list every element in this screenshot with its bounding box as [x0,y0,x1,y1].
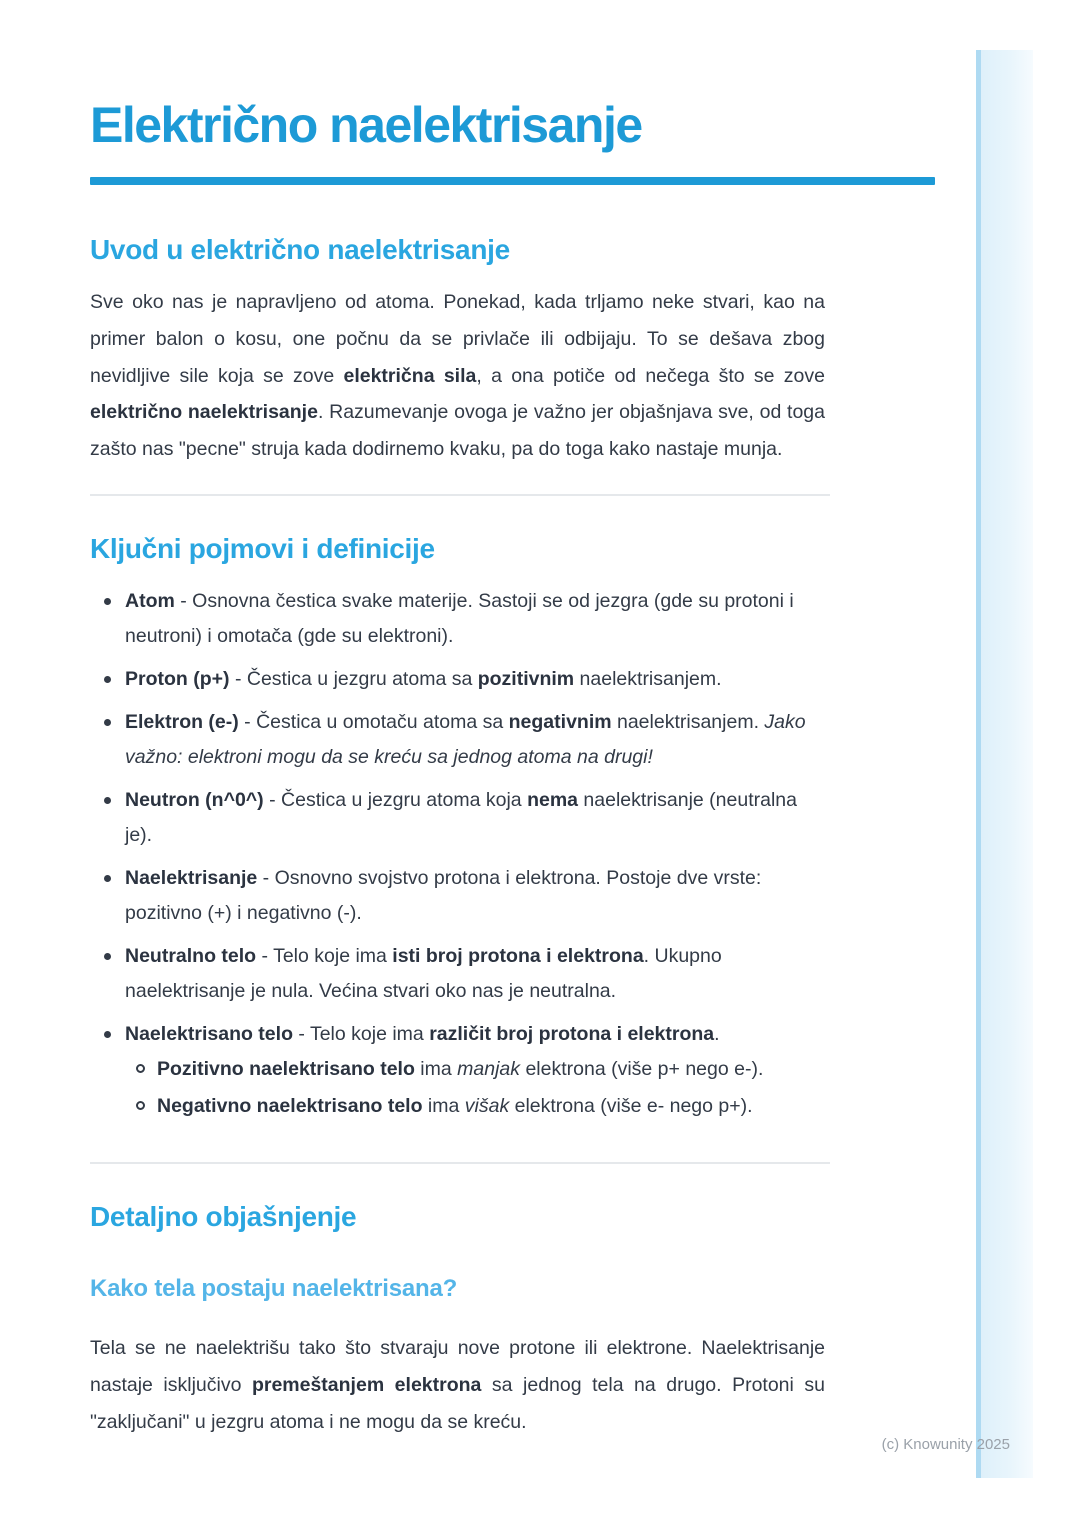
bullet-dot-icon [104,719,111,726]
list-item [90,705,825,775]
sub-list-item-text: Negativno naelektrisano telo ima višak elektrona (više e- nego p+). [157,1094,753,1117]
list-item [90,939,825,1009]
bullet-dot-icon [104,875,111,882]
bullet-dot-icon [104,598,111,605]
list-item [90,1017,825,1126]
list-item-text: Atom - Osnovna čestica svake materije. Sastoji se od jezgra (gde su protoni i neutroni) i omotača (gde su elektroni). [125,589,794,647]
bullet-dot-icon [104,953,111,960]
circle-bullet-icon [136,1064,145,1073]
section-divider [90,494,830,496]
side-accent-strip [976,50,1033,1478]
list-item-text: Naelektrisano telo - Telo koje ima različit broj protona i elektrona. [125,1022,720,1045]
list-item-text: Neutron (n^0^) - Čestica u jezgru atoma koja nema naelektrisanje (neutralna je). [125,788,797,846]
explanation-paragraph: Tela se ne naelektrišu tako što stvaraju nove protone ili elektrone. Naelektrisanje nastaje isključivo premeštanjem elektrona sa jednog tela na drugo. Protoni su "zaključani" u jezgru atoma i ne mogu da se kreću. [90,1336,825,1433]
list-item-text: Proton (p+) - Čestica u jezgru atoma sa pozitivnim naelektrisanjem. [125,667,722,690]
bullet-dot-icon [104,797,111,804]
title-underline-rule [90,177,935,185]
sub-list-item-text: Pozitivno naelektrisano telo ima manjak elektrona (više p+ nego e-). [157,1057,764,1080]
list-item-text: Neutralno telo - Telo koje ima isti broj protona i elektrona. Ukupno naelektrisanje je nula. Većina stvari oko nas je neutralna. [125,944,722,1002]
section-heading-explanation: Detaljno objašnjenje [90,1200,357,1232]
bullet-dot-icon [104,676,111,683]
list-item-text: Elektron (e-) - Čestica u omotaču atoma sa negativnim naelektrisanjem. Jako važno: elektroni mogu da se kreću sa jednog atoma na drugi! [125,710,806,768]
list-item-with-sublist [125,1017,825,1126]
list-item [90,584,825,654]
sub-list-item [125,1089,825,1124]
sub-list-item [125,1052,825,1087]
circle-bullet-icon [136,1101,145,1110]
sub-list [125,1052,825,1124]
list-item [90,783,825,853]
copyright-notice: (c) Knowunity 2025 [881,1436,1010,1453]
list-item [90,662,825,697]
intro-paragraph: Sve oko nas je napravljeno od atoma. Ponekad, kada trljamo neke stvari, kao na primer balon o kosu, one počnu da se privlače ili odbijaju. To se dešava zbog nevidljive sile koja se zove električna sila, a ona potiče od nečega što se zove električno naelektrisanje. Razumevanje ovoga je važno jer objašnjava sve, od toga zašto nas "pecne" struja kada dodirnemo kvaku, pa do toga kako nastaje munja. [90,291,825,461]
bullet-dot-icon [104,1031,111,1038]
key-terms-list [90,584,825,1126]
section-heading-key-terms: Ključni pojmovi i definicije [90,532,435,564]
subsection-heading-charging: Kako tela postaju naelektrisana? [90,1274,458,1302]
section-divider [90,1162,830,1164]
page-title: Električno naelektrisanje [90,97,642,153]
section-heading-intro: Uvod u električno naelektrisanje [90,234,510,265]
list-item-text: Naelektrisanje - Osnovno svojstvo protona i elektrona. Postoje dve vrste: pozitivno (+) i negativno (-). [125,866,762,924]
list-item [90,861,825,931]
document-content [90,0,935,1440]
